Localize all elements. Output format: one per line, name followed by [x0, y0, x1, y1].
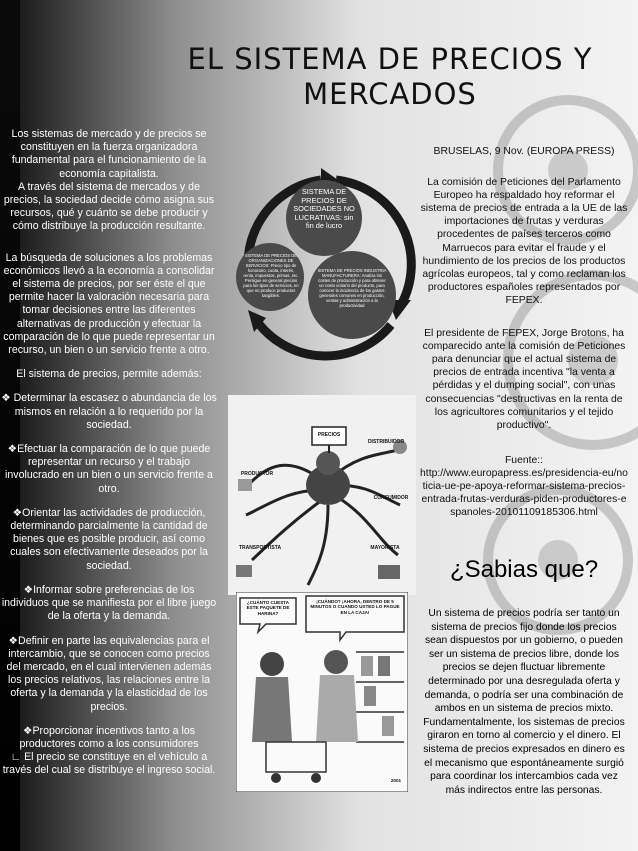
left-paragraph-2: La búsqueda de soluciones a los problemas económicos llevó a la economía a consolidar el sistema de precios, por ser éste el que permite hacer la valoración necesaria para tomar decisiones entre las diferentes alternativas de producción y efectuar la comparación de lo que puede representar un recurso, un bien o un servicio frente a otro.	[3, 251, 215, 357]
left-intro-text: Los sistemas de mercado y de precios se constituyen en la fuerza organizadora fundamental para el funcionamiento de la economía capitalista.	[11, 128, 207, 180]
price-sign: PRECIOS	[317, 432, 341, 438]
cycle-top-text: SISTEMA DE PRECIOS DE SOCIEDADES NO LUCRATIVAS: sin fin de lucro	[293, 187, 355, 231]
sabias-heading: ¿Sabias que?	[449, 556, 599, 583]
speech-bubble-left: ¿CUÁNTO CUESTA ESTE PAQUETE DE HARINA?	[246, 600, 290, 616]
bullet-4: ❖Informar sobre preferencias de los individuos que se manifiesta por el libre juego de la oferta y la demanda.	[1, 583, 217, 623]
title-line-1: EL SISTEMA DE PRECIOS Y	[187, 42, 593, 76]
title-line-2: MERCADOS	[303, 77, 477, 111]
left-paragraph-3: El sistema de precios, permite además:	[16, 368, 202, 381]
source-label: Fuente::	[504, 454, 544, 466]
price-system-cycle-diagram	[226, 150, 416, 380]
bullet-3: ❖Orientar las actividades de producción, determinando parcialmente la cantidad de bienes que es posible producir, así como cuales son efectivamente deseados por la sociedad.	[10, 506, 208, 572]
source-url[interactable]: http://www.europapress.es/presidencia-eu/noticia-ue-pe-apoya-reformar-sistema-precios-entrada-frutas-verduras-piden-productores-espanoles-20101109185306.html	[420, 467, 628, 519]
sabias-text: Un sistema de precios podría ser tanto un sistema de precios fijo donde los precios sean dispuestos por un gobierno, o pueden ser un sistema de precios libre, donde los precios se dejen fluctuar libremente determinado por una desregulada oferta y demanda, o podría ser una combinación de ambos en un sistema de precios mixto. Fundamentalmente, los sistemas de precios giraron en torno al comercio y el dinero. El sistema de precios expresados en dinero es el mecanismo que espontáneamente surgió para coordinar los intercambios cada vez más indirectos entre las personas.	[423, 608, 625, 796]
left-column	[0, 128, 218, 789]
label-transportista: TRANSPORTISTA	[238, 545, 282, 551]
bullet-6	[0, 725, 218, 778]
news-dateline: BRUSELAS, 9 Nov. (EUROPA PRESS)	[433, 146, 615, 157]
speech-bubble-right: ¡CUÁNDO? ¡AHORA, DENTRO DE 5 MINUTOS O CUANDO USTED LO PAGUE EN LA CAJA!	[310, 599, 400, 615]
bullet-1: ❖ Determinar la escasez o abundancia de los mismos en relación a lo requerido por la sociedad.	[1, 392, 217, 431]
bullet-5: ❖Definir en parte las equivalencias para el intercambio, que se conocen como precios del mercado, en el cual intervienen además los precios relativos, las relaciones entre la oferta y la demanda y la elasticidad de los precios.	[6, 634, 212, 713]
cycle-right-text: SISTEMA DE PRECIOS INDUSTRIA MANUFACTURERA: Analiza los costes de producción y para obtener un costo unitario del producto, para conocer la incidencia de los gastos generales comunes en producción, ventas y administración a la productividad	[317, 268, 387, 308]
cycle-left-text: SISTEMA DE PRECIOS DE ORGANIZACIONES DE SERVICIOS: Precio tipo de honorario, cuota, interés, renta, impuestos, primas, etc. Persigue en general precios para los tipos de servicios, en que no produce productos tangibles.	[243, 253, 299, 298]
cartoon-drawing	[236, 592, 408, 792]
label-distribuidor: DISTRIBUIDOR	[367, 439, 405, 445]
right-column-news	[420, 145, 628, 533]
left-paragraph-intro	[0, 128, 218, 234]
cartoon-tag: 2001	[390, 778, 402, 783]
page-title	[170, 42, 610, 112]
label-productor: PRODUCTOR	[240, 471, 274, 477]
bullet-6-text: ❖Proporcionar incentivos tanto a los productores como a los consumidores	[19, 724, 199, 750]
news-paragraph-2: El presidente de FEPEX, Jorge Brotons, ha comparecido ante la comisión de Peticiones para denunciar que el actual sistema de precios de entrada incentiva "la venta a pérdidas y el dumping social", con unas consecuencias "destructivas en la renta de los agricultores comunitarios y el tejido productivo".	[422, 328, 626, 431]
bullet-2: ❖Efectuar la comparación de lo que puede representar un recurso y el trabajo involucrado en un bien o un servicio frente a otro.	[5, 443, 213, 495]
label-mayorista: MAYORISTA	[370, 545, 400, 551]
supermarket-cartoon	[236, 592, 408, 792]
bullet-6-sub: ∟ El precio se constituye en el vehículo a través del cual se distribuye el ingreso social.	[2, 751, 216, 777]
left-intro-text-2: A través del sistema de mercados y de precios, la sociedad decide cómo asigna sus recursos, qué y cuánto se debe producir y cómo distribuye la producción resultante.	[3, 180, 215, 233]
label-consumidor: CONSUMIDOR	[373, 495, 409, 501]
news-paragraph-1: La comisión de Peticiones del Parlamento Europeo ha respaldado hoy reformar el sistema de precios de entrada a la UE de las importaciones de frutas y verduras procedentes de países terceros como Marruecos para evitar el fraude y el hundimiento de los precios de los productos agrícolas europeos, tal y como reclaman los productores españoles representados por FEPEX.	[420, 177, 628, 306]
price-chain-illustration	[228, 395, 416, 595]
news-source	[420, 454, 628, 519]
